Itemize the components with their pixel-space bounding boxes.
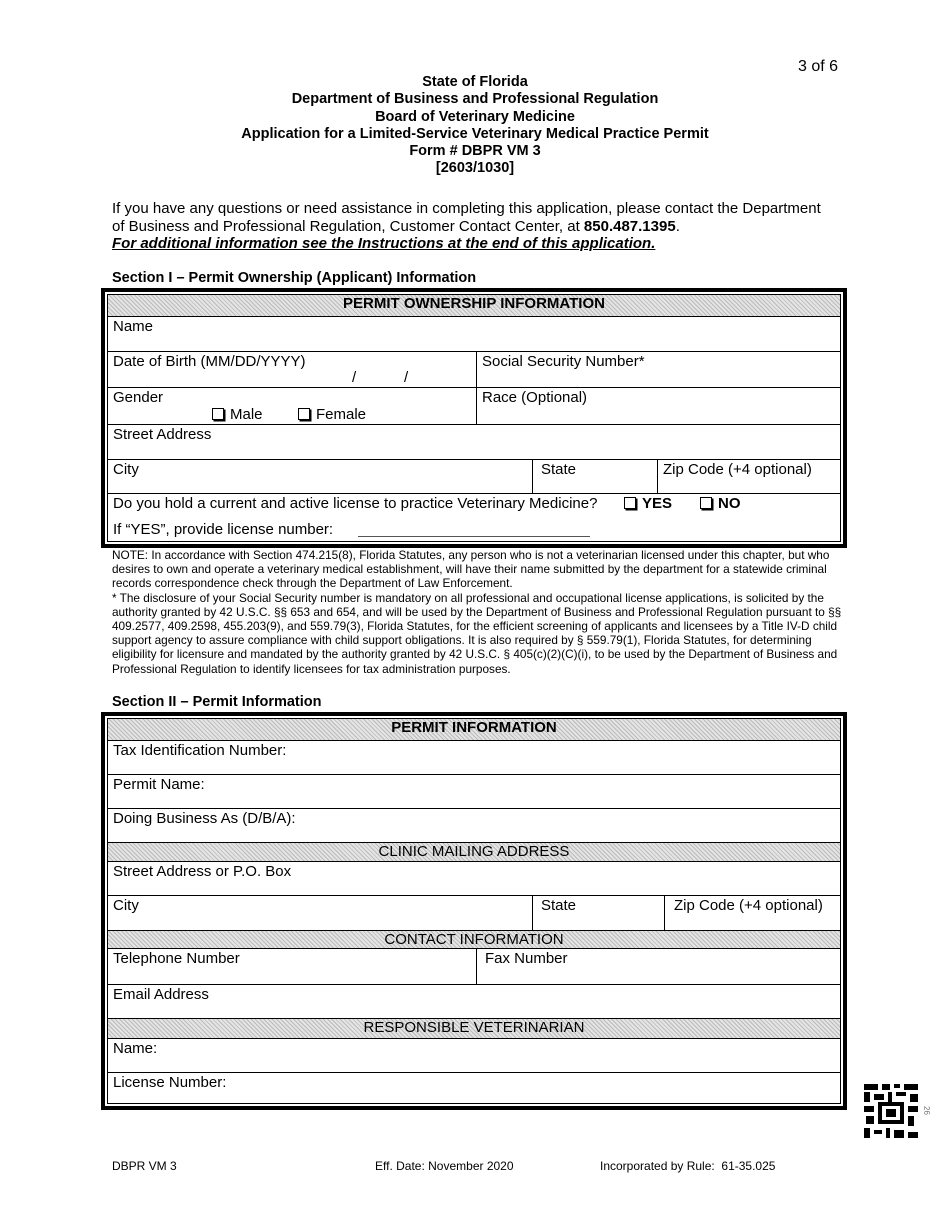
- note-ssn-disclosure: * The disclosure of your Social Security number is mandatory on all professional and occupational license applications, is solicited by the authority granted by 42 U.S.C. §§ 653 and 654, and will be used by the Department of Business and Professional Regulation pursuant to §§ 409.2577, 409.2598, 455.203(9), and 559.79(3), Florida Statutes, for the efficient screening of applicants and licensees by a Title IV-D child support agency to assure compliance with child support obligations. It is also required by § 559.79(1), Florida Statutes, for determining eligibility for licensure and mandated by the authority granted by 42 U.S.C. § 405(c)(2)(C)(i), to be used by the Department of Business and Professional Regulation to identify licensees for tax administration purposes.: [112, 590, 842, 676]
- city-label: City: [113, 461, 139, 478]
- mailing-state-label: State: [541, 897, 577, 914]
- no-label: NO: [718, 495, 741, 512]
- dob-field[interactable]: [108, 352, 476, 387]
- name-field[interactable]: [108, 317, 840, 352]
- disclosure-note: [112, 548, 842, 676]
- header-line-department: Department of Business and Professional Regulation: [291, 91, 659, 108]
- fax-field[interactable]: [476, 949, 840, 984]
- vet-name-field[interactable]: [108, 1039, 840, 1073]
- male-checkbox[interactable]: [212, 408, 224, 420]
- mailing-street-label: Street Address or P.O. Box: [113, 863, 292, 880]
- yes-label: YES: [642, 495, 673, 512]
- female-label: Female: [316, 406, 367, 423]
- email-label: Email Address: [113, 986, 209, 1003]
- permit-ownership-table: [101, 288, 847, 548]
- header-line-state: State of Florida: [422, 74, 528, 90]
- mailing-zip-field[interactable]: [664, 896, 840, 930]
- dob-separator-1: /: [352, 369, 357, 386]
- mailing-street-field[interactable]: [108, 862, 840, 896]
- city-field[interactable]: [108, 460, 532, 493]
- state-label: State: [541, 461, 577, 478]
- permit-name-field[interactable]: [108, 775, 840, 809]
- footer-form-id: DBPR VM 3: [112, 1159, 177, 1173]
- telephone-label: Telephone Number: [113, 950, 240, 967]
- license-question: Do you hold a current and active license to practice Veterinary Medicine?: [113, 495, 598, 512]
- vet-license-label: License Number:: [113, 1074, 227, 1091]
- street-address-field[interactable]: [108, 425, 840, 460]
- zip-label: Zip Code (+4 optional): [663, 461, 812, 478]
- ssn-label: Social Security Number*: [482, 353, 645, 370]
- header-line-board: Board of Veterinary Medicine: [375, 108, 575, 125]
- barcode-number: 26: [921, 1106, 931, 1115]
- telephone-field[interactable]: [108, 949, 476, 984]
- intro-paragraph: [112, 200, 832, 253]
- vet-name-label: Name:: [113, 1040, 158, 1057]
- tin-label: Tax Identification Number:: [113, 742, 287, 759]
- ssn-field[interactable]: [476, 352, 840, 387]
- section-2-title-bold: Section II: [112, 694, 177, 710]
- no-checkbox[interactable]: [700, 497, 712, 509]
- dob-separator-2: /: [404, 369, 409, 386]
- race-field[interactable]: [476, 388, 840, 424]
- permit-name-label: Permit Name:: [113, 776, 205, 793]
- header-line-form-number: Form # DBPR VM 3: [409, 143, 541, 160]
- section-1-title: Section I – Permit Ownership (Applicant) Information: [112, 270, 477, 286]
- fax-label: Fax Number: [485, 950, 568, 967]
- intro-period: .: [675, 217, 680, 235]
- section-2-title: [112, 694, 322, 710]
- responsible-vet-header: RESPONSIBLE VETERINARIAN: [108, 1019, 840, 1039]
- male-option[interactable]: [212, 406, 263, 423]
- dba-label: Doing Business As (D/B/A):: [113, 810, 296, 827]
- race-label: Race (Optional): [482, 389, 588, 406]
- header-line-code: [2603/1030]: [435, 160, 515, 177]
- permit-information-table: [101, 712, 847, 1110]
- yes-option[interactable]: [624, 495, 672, 512]
- male-label: Male: [230, 406, 263, 423]
- vet-license-field[interactable]: [108, 1073, 840, 1107]
- barcode-icon: [862, 1082, 920, 1140]
- female-option[interactable]: [298, 406, 366, 423]
- intro-text: If you have any questions or need assistance in completing this application, please contact the Department of Business and Professional Regulation, Customer Contact Center, at: [112, 200, 821, 235]
- yes-checkbox[interactable]: [624, 497, 636, 509]
- mailing-state-field[interactable]: [532, 896, 664, 930]
- street-address-label: Street Address: [113, 426, 212, 443]
- mailing-zip-label: Zip Code (+4 optional): [674, 897, 823, 914]
- permit-information-header: PERMIT INFORMATION: [108, 719, 840, 741]
- female-checkbox[interactable]: [298, 408, 310, 420]
- dob-label: Date of Birth (MM/DD/YYYY): [113, 353, 306, 370]
- section-2-title-rest: – Permit Information: [176, 694, 322, 710]
- header-line-application: Application for a Limited-Service Veterinary Medical Practice Permit: [241, 125, 709, 142]
- footer-rule: Incorporated by Rule: 61-35.025: [600, 1159, 776, 1173]
- license-number-label: If “YES”, provide license number:: [113, 521, 334, 538]
- permit-ownership-header: PERMIT OWNERSHIP INFORMATION: [108, 295, 840, 317]
- tin-field[interactable]: [108, 741, 840, 775]
- no-option[interactable]: [700, 495, 741, 512]
- clinic-mailing-header: CLINIC MAILING ADDRESS: [108, 843, 840, 862]
- name-label: Name: [113, 318, 154, 335]
- license-number-input[interactable]: [358, 536, 590, 537]
- mailing-city-label: City: [113, 897, 139, 914]
- zip-field[interactable]: [657, 460, 840, 493]
- gender-field: [108, 388, 476, 424]
- additional-info-note: For additional information see the Instructions at the end of this application.: [112, 235, 656, 252]
- gender-label: Gender: [113, 389, 164, 406]
- contact-phone: 850.487.1395: [583, 217, 676, 235]
- state-field[interactable]: [532, 460, 657, 493]
- contact-info-header: CONTACT INFORMATION: [108, 931, 840, 949]
- note-criminal-check: NOTE: In accordance with Section 474.215(8), Florida Statutes, any person who is not a veterinarian licensed under this chapter, but who desires to own and operate a veterinary medical establishment, will have their name submitted by the department for a statewide criminal records correspondence check through the Department of Law Enforcement.: [112, 548, 830, 591]
- mailing-city-field[interactable]: [108, 896, 532, 930]
- page-number: 3 of 6: [797, 58, 838, 75]
- email-field[interactable]: [108, 985, 840, 1019]
- dba-field[interactable]: [108, 809, 840, 843]
- footer-eff-date: Eff. Date: November 2020: [375, 1159, 514, 1173]
- form-header: [0, 74, 950, 178]
- license-question-row: [108, 494, 840, 546]
